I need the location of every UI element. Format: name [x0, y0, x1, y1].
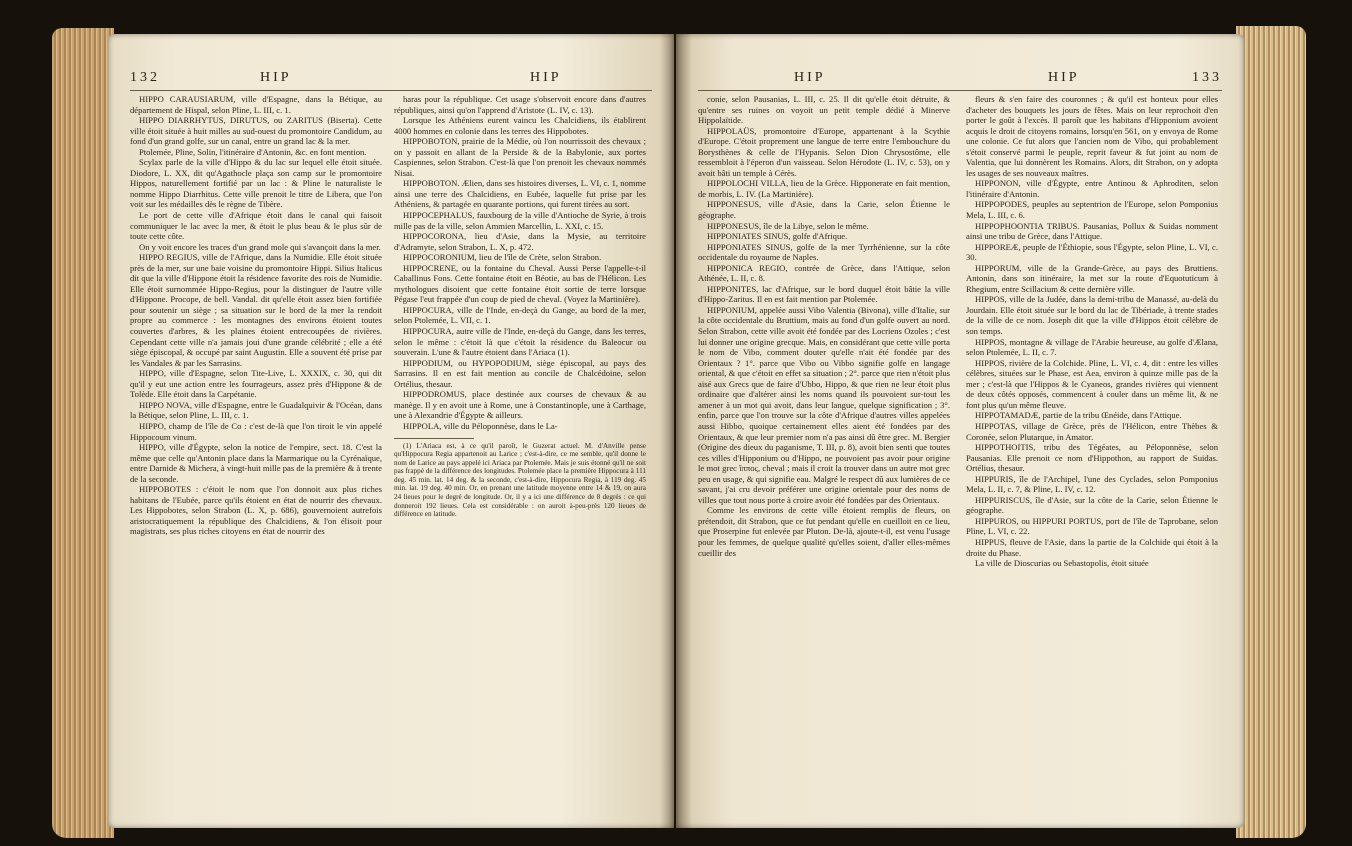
- left-page: [108, 34, 674, 828]
- entry: HIPPOCEPHALUS, fauxbourg de la ville d'Antioche de Syrie, à trois mille pas de la ville, selon Ammien Marcellin, L. XXI, c. 15.: [394, 210, 646, 231]
- entry: HIPPUROS, ou HIPPURI PORTUS, port de l'île de Taprobane, selon Pline, L. VI, c. 22.: [966, 515, 1218, 537]
- footnote: (1) L'Ariaca est, à ce qu'il paroît, le Guzerat actuel. M. d'Anville pense qu'Hippocura Regia appartenoit au Larice ; c'est-à-dire, ce me semble, qu'il donne le nom de Larice au pays appelé ici Ariaca par Ptolemée. Mais je suis étonné qu'il ne soit pas frappé de la différence des longitudes. Ptolemée place la première Hippocura à 111 deg. 45 min. lat. 14 deg. & la seconde, c'est-à-dire, Hippocura Regia, à 119 deg. 45 min. lat. 19 deg. 40 min. Or, en prenant une latitude moyenne entre 14 & 19, on aura 24 lieues pour le degré de longitude. Or, il y a ici une différence de 8 degrés : ce qui donneroit 192 lieues. Cela est considérable : on auroit à-peu-près 120 lieues de différence en latitude.: [394, 441, 646, 519]
- right-page: [676, 34, 1244, 828]
- entry: HIPPOS, rivière de la Colchide. Pline, L. VI, c. 4, dit : entre les villes célèbres, situées sur le Phase, est Aea, environ à quinze mille pas de la mer ; c'est-là que l'Hippos & le Cyaneos, grandes rivières qui viennent de deux côtés opposés, commencent à couler dans un même lit, & ne font plus qu'un même fleuve.: [966, 357, 1218, 410]
- entry: HIPPOS, ville de la Judée, dans la demi-tribu de Manassé, au-delà du Jourdain. Elle étoit située sur le bord du lac de Tibériade, à trente stades de la ville de ce nom. Joseph dit que la ville d'Hippos étoit célèbre de son temps.: [966, 294, 1218, 337]
- entry: HIPPOLAÜS, promontoire d'Europe, appartenant à la Scythie d'Europe. C'étoit proprement une langue de terre entre l'embouchure du Borysthènes & celle de l'Hypanis. Selon Dion Chrysostôme, elle ressembloit à l'éperon d'un vaisseau. Selon Hérodote (L. IV, c. 53), on y avoit bâti un temple à Cérès.: [698, 125, 950, 178]
- right-page-column-1: [698, 94, 950, 558]
- entry: HIPPO REGIUS, ville de l'Afrique, dans la Numidie. Elle étoit située près de la mer, sur une baie voisine du promontoire Hippi. Silius Italicus dit que la ville d'Hippone étoit la résidence favorite des rois de Numidie. Elle étoit surnommée Hippo-Regius, pour la distinguer de l'autre ville d'Hippone. Procope, de bell. Vandal. dit qu'elle étoit assez bien fortifiée pour soutenir un siège ; sa situation sur le bord de la mer la rendoit propre au commerce : les montagnes des environs étoient toutes couvertes d'arbres, & les plaines étoient entrecoupées de rivières. Cependant cette ville n'a jamais joui d'une grande célébrité ; elle a été siège épiscopal, & occupé par saint Augustin. Elle a souvent été prise par les Vandales & par les Sarrasins.: [130, 252, 382, 368]
- left-page-column-1: [130, 94, 382, 537]
- running-head-right: HIP: [1048, 70, 1080, 85]
- entry: haras pour la république. Cet usage s'observoit encore dans d'autres républiques, ainsi qu'on l'apprend d'Aristote (L. IV, c. 13).: [394, 94, 646, 115]
- entry: Ptolemée, Pline, Solin, l'itinéraire d'Antonin, &c. en font mention.: [139, 146, 367, 157]
- page-number: 133: [1192, 70, 1222, 85]
- entry: HIPPURIS, île de l'Archipel, l'une des Cyclades, selon Pomponius Mela, L. II, c. 7, & Pline, L. IV, c. 12.: [966, 473, 1218, 495]
- running-head: [698, 70, 1222, 92]
- running-head-left: HIP: [260, 70, 292, 85]
- entry: HIPPOCRENE, ou la fontaine du Cheval. Aussi Perse l'appelle-t-il Caballinus Fons. Cette fontaine étoit en Béotie, au bas de l'Hélicon. Les mythologues disoient que cette fontaine étoit sortie de terre lorsque Pégase l'eut frappée d'un coup de pied de cheval. (Voyez la Martinière).: [394, 262, 646, 305]
- left-page-column-2: [394, 94, 646, 519]
- running-head: [130, 70, 652, 92]
- header-rule: [130, 90, 652, 91]
- entry: HIPPOLOCHI VILLA, lieu de la Grèce. Hipponerate en fait mention, de morbis, L. IV. (La Martinière).: [698, 178, 950, 199]
- entry: HIPPUS, fleuve de l'Asie, dans la partie de la Colchide qui étoit à la droite du Phase.: [966, 536, 1218, 558]
- entry: HIPPOCURA, ville de l'Inde, en-deçà du Gange, au bord de la mer, selon Ptolemée, L. VII, c. 1.: [394, 304, 646, 326]
- entry: HIPPONIATES SINUS, golfe d'Afrique.: [707, 231, 848, 242]
- entry: HIPPONON, ville d'Égypte, entre Antinou & Aphroditen, selon l'itinéraire d'Antonin.: [966, 178, 1218, 199]
- running-head-right: HIP: [530, 70, 562, 85]
- header-rule: [698, 90, 1222, 91]
- entry: Scylax parle de la ville d'Hippo & du lac sur lequel elle étoit située. Diodore, L. XX, dit qu'Agathocle plaça son camp sur le promontoire Hippos, naturellement fortifié par un lac : & Pline le naturaliste le nomme Hippo Diarrhitus. Cette ville prenoit le titre de Libera, que l'on voit sur les médailles dès le règne de Tibère.: [130, 157, 382, 210]
- entry: HIPPO DIARRHYTUS, DIRUTUS, ou ZARITUS (Biserta). Cette ville étoit située à huit milles au sud-ouest du promontoire Candidum, au fond d'un grand golfe, sur un canal, entre un grand lac & la mer.: [130, 115, 382, 147]
- entry: HIPPO NOVA, ville d'Espagne, entre le Guadalquivir & l'Océan, dans la Bétique, selon Pline, L. III, c. 1.: [130, 399, 382, 421]
- entry: HIPPODROMUS, place destinée aux courses de chevaux & au manège. Il y en avoit une à Rome, une à Constantinople, une à Carthage, une à Alexandrie d'Égypte & ailleurs.: [394, 389, 646, 421]
- entry: HIPPOBOTON, prairie de la Médie, où l'on nourrissoit des chevaux ; on y passoit en allant de la Perside & de la Babylonie, aux portes Caspiennes, selon Strabon. C'est-là que l'on prenoit les chevaux nommés Nisai.: [394, 136, 646, 178]
- entry: HIPPORUM, ville de la Grande-Grèce, au pays des Bruttiens. Antonin, dans son itinéraire, la met sur la route d'Equotuticum à Rhegium, entre Scillacium & cette dernière ville.: [966, 262, 1218, 294]
- entry: HIPPOTAMADÆ, partie de la tribu Œnéide, dans l'Attique.: [975, 410, 1182, 421]
- entry: HIPPOBOTON. Ælien, dans ses histoires diverses, L. VI, c. 1, nomme ainsi une terre des Chalcidiens, en Eubée, laquelle fut prise par les Athéniens, & partagée en quarante portions, qui furent tirées au sort.: [394, 178, 646, 210]
- entry: HIPPOCURA, autre ville de l'Inde, en-deçà du Gange, dans les terres, selon le même : c'étoit là que c'étoit la résidence du Baleocur ou souverain. L'une & l'autre étoient dans l'Ariaca (1).: [394, 326, 646, 358]
- entry: HIPPOBOTES : c'étoit le nom que l'on donnoit aux plus riches habitans de l'Eubée, parce qu'ils étoient en état de nourrir des chevaux. Les Hippobotes, selon Strabon (L. X, p. 686), gouvernoient autrefois aristocratiquement la république des Chalcidiens, & l'on élisoit pour magistrats, ses plus riches citoyens en état de nourrir des: [130, 484, 382, 537]
- entry: HIPPURISCUS, île d'Asie, sur la côte de la Carie, selon Étienne le géographe.: [966, 494, 1218, 516]
- entry: HIPPONITES, lac d'Afrique, sur le bord duquel étoit bâtie la ville d'Hippo-Zaritus. Il en est fait mention par Ptolemée.: [698, 283, 950, 305]
- entry: HIPPOPODES, peuples au septentrion de l'Europe, selon Pomponius Mela, L. III, c. 6.: [966, 199, 1218, 221]
- entry: HIPPONESUS, ville d'Asie, dans la Carie, selon Étienne le géographe.: [698, 199, 950, 221]
- entry: HIPPOLA, ville du Péloponnèse, dans le La-: [403, 420, 558, 431]
- entry: HIPPOTAS, village de Grèce, près de l'Hélicon, entre Thèbes & Coronée, selon Plutarque, in Amator.: [966, 420, 1218, 442]
- page-number: 132: [130, 70, 160, 85]
- entry: HIPPONIUM, appelée aussi Vibo Valentia (Bivona), ville d'Italie, sur la côte occidentale du Bruttium, mais au fond d'un golfe ouvert au nord. Selon Strabon, cette ville avoit été fondée par des Locriens Ozoles ; c'est lui donner une origine grecque. Mais, en considérant que cette ville porta le nom de Vibo, comment douter qu'elle n'ait été fondée par des Orientaux ? 1°. parce que Vibo ou Vibbo signifie golfe en langage oriental, & que c'étoit en effet sa situation ; 2°. parce que rien n'étoit plus aisé aux Grecs que de faire d'Ubbo, Hippo, & que rien ne leur étoit plus ordinaire que d'altérer ainsi les noms quand ils pouvoient sur-tout les amener à un mot qui avoit, dans leur langue, quelque signification ; 3°. enfin, parce que l'on trouve sur la côte d'Afrique d'autres villes appelées aussi Hibbo, quoique certainement elles aient été fondées par des Orientaux, & que leur premier nom n'a pas ainsi dû être grec. M. Bergier (Origine des dieux du paganisme, T. III, p. 8), avoit bien senti que toutes ces villes d'Hipponium ou d'Hippo, ne pouvoient pas avoir pour origine le mot grec ἵππος, cheval ; mais il croit la trouver dans un autre mot grec peu en usage, & qui signifie eau. Malgré le respect dû aux lumières de ce savant, j'ai cru devoir préférer une origine orientale pour des noms de villes que tout nous porte à croire avoir été fondées par des Orientaux.: [698, 304, 950, 505]
- entry: La ville de Dioscurias ou Sebastopolis, étoit située: [975, 558, 1149, 569]
- footnote-rule: [394, 438, 474, 439]
- book-left-edge: [52, 28, 114, 838]
- entry: HIPPONESUS, île de la Libye, selon le même.: [707, 220, 869, 231]
- entry: On y voit encore les traces d'un grand mole qui s'avançoit dans la mer.: [139, 241, 381, 252]
- entry: HIPPOCORONA, lieu d'Asie, dans la Mysie, au territoire d'Adramyte, selon Strabon, L. X, p. 472.: [394, 231, 646, 252]
- entry: HIPPOCORONIUM, lieu de l'île de Crète, selon Strabon.: [403, 252, 602, 263]
- entry: HIPPO CARAUSIARUM, ville d'Espagne, dans la Bétique, au département de Hispal, selon Pline, L. III, c. 1.: [130, 94, 382, 115]
- entry: conie, selon Pausanias, L. III, c. 25. Il dit qu'elle étoit détruite, & qu'entre ses ruines on voyoit un petit temple dédié à Minerve Hippolaïtide.: [698, 94, 950, 126]
- running-head-left: HIP: [794, 70, 826, 85]
- entry: HIPPOS, montagne & village de l'Arabie heureuse, au golfe d'Ælana, selon Ptolemée, L. II, c. 7.: [966, 336, 1218, 358]
- entry: HIPPONIATES SINUS, golfe de la mer Tyrrhénienne, sur la côte occidentale du royaume de Naples.: [698, 241, 950, 263]
- entry: Le port de cette ville d'Afrique étoit dans le canal qui faisoit communiquer le lac avec la mer, & étoit le plus beau & le plus sûr de toute cette côte.: [130, 210, 382, 242]
- book-right-edge: [1236, 26, 1306, 838]
- entry: HIPPO, ville d'Espagne, selon Tite-Live, L. XXXIX, c. 30, qui dit qu'il y eut une action entre les fourrageurs, assez près d'Hippone & de Tolède. Elle étoit dans la Carpétanie.: [130, 368, 382, 400]
- entry: HIPPOPHOONTIA TRIBUS. Pausanias, Pollux & Suidas nomment ainsi une tribu de Grèce, dans l'Attique.: [966, 220, 1218, 242]
- right-page-column-2: [966, 94, 1218, 569]
- entry: HIPPODIUM, ou HYPOPODIUM, siège épiscopal, au pays des Sarrasins. Il en est fait mention au concile de Chalcédoine, selon Ortélius, thesaur.: [394, 357, 646, 389]
- entry: fleurs & s'en faire des couronnes ; & qu'il est honteux pour elles d'acheter des bouquets les jours de fêtes. Mais on leur reprochoit d'en porter le goût à l'excès. Il paroît que les habitans d'Hipponium avoient acquis le droit de citoyens romains, lorsqu'en 561, on y envoya de Rome une colonie. Ce fut alors que l'ancien nom de Vibo, qui probablement s'étoit conservé parmi le peuple, reprit faveur & fut joint au nom de Valentia, que lui donnèrent les Romains. Alors, dit Strabon, on y adopta les usages de ses nouveaux maîtres.: [966, 94, 1218, 178]
- entry: HIPPOREÆ, peuple de l'Éthiopie, sous l'Égypte, selon Pline, L. VI, c. 30.: [966, 241, 1218, 263]
- entry: Comme les environs de cette ville étoient remplis de fleurs, on prétendoit, dit Strabon, que ce fut pendant qu'elle en cueilloit en ce lieu, que Proserpine fut enlevée par Pluton. De-là, ajoute-t-il, est venu l'usage pour les femmes, de quelque qualité qu'elles soient, d'aller elles-mêmes cueillir des: [698, 505, 950, 558]
- entry: Lorsque les Athéniens eurent vaincu les Chalcidiens, ils établirent 4000 hommes en colonie dans les terres des Hippobotes.: [394, 115, 646, 136]
- entry: HIPPO, champ de l'île de Co : c'est de-là que l'on tiroit le vin appelé Hippocoum vinum.: [130, 420, 382, 442]
- entry: HIPPONICA REGIO, contrée de Grèce, dans l'Attique, selon Athénée, L. II, c. 8.: [698, 262, 950, 284]
- entry: HIPPO, ville d'Égypte, selon la notice de l'empire, sect. 18. C'est la même que celle qu'Antonin place dans la Marmarique ou la Cyrénaïque, entre Darnide & Michera, à vingt-huit mille pas de la première & à trente de la seconde.: [130, 442, 382, 484]
- entry: HIPPOTHOITIS, tribu des Tégéates, au Péloponnèse, selon Pausanias. Elle prenoit ce nom d'Hippothon, au rapport de Suidas. Ortélius, thesaur.: [966, 442, 1218, 474]
